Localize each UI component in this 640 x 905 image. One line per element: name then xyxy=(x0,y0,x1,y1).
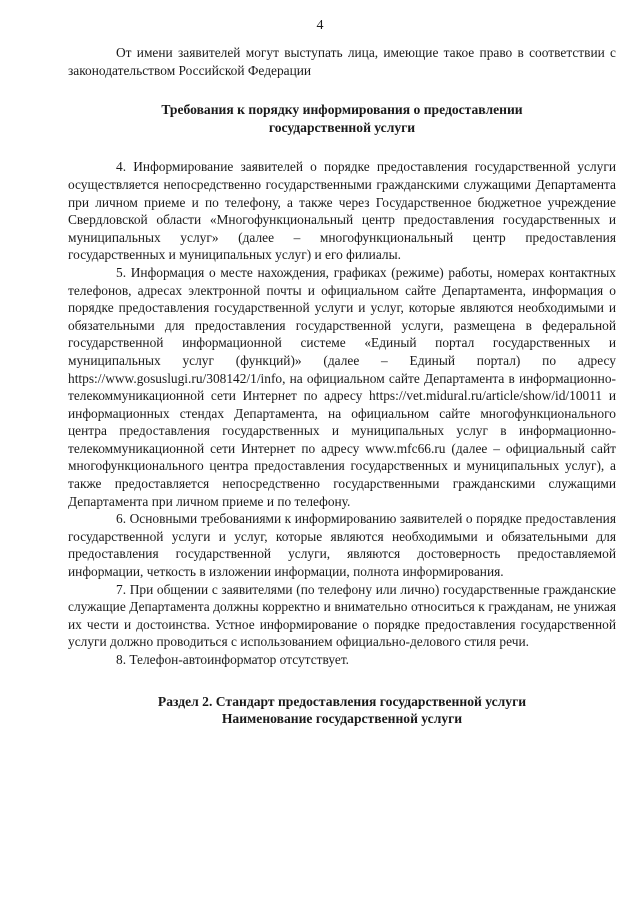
paragraph-7: 7. При общении с заявителями (по телефону или лично) государственные гражданские служащие Департамента должны корректно и внимательно относиться к гражданам, не унижая их чести и достоинства. Устное информирование о порядке предоставления государственной услуги должно проводиться с использованием официально-делового стиля речи. xyxy=(68,581,616,650)
document-body xyxy=(68,44,616,728)
section-2-heading-line-1: Раздел 2. Стандарт предоставления государственной услуги xyxy=(157,693,527,709)
paragraph-4: 4. Информирование заявителей о порядке предоставления государственной услуги осуществляется непосредственно государственными гражданскими служащими Департамента при личном приеме и по телефону, а также через Государственное бюджетное учреждение Свердловской области «Многофункциональный центр предоставления государственных и муниципальных услуг» (далее – многофункциональный центр предоставления государственных и муниципальных услуг) и его филиалы. xyxy=(68,159,616,263)
paragraph-5: 5. Информация о месте нахождения, графиках (режиме) работы, номерах контактных телефонов, адресах электронной почты и официальном сайте Департамента, информация о порядке предоставления государственной услуги и услуг, которые являются необходимыми и обязательными для предоставления государственной услуги, размещена в федеральной государственной информационной системе «Единый портал государственных и муниципальных услуг (функций)» (далее – Единый портал) по адресу https://www.gosuslugi.ru/308142/1/info, на официальном сайте Департамента в информационно-телекоммуникационной сети Интернет по адресу https://vet.midural.ru/article/show/id/10011 и информационных стендах Департамента, на официальном сайте многофункционального центра предоставления государственных и муниципальных услуг в информационно-телекоммуникационной сети Интернет по адресу www.mfc66.ru (далее – официальный сайт многофункционального центра предоставления государственных и муниципальных услуг), а также предоставляется непосредственно государственными гражданскими служащими Департамента при личном приеме и по телефону. xyxy=(68,264,616,509)
section-2-heading-line-2: Наименование государственной услуги xyxy=(221,711,463,727)
section-heading-line-1: Требования к порядку информирования о предоставлении xyxy=(161,102,523,118)
section-2-heading xyxy=(68,693,616,728)
section-heading-informing xyxy=(68,101,616,136)
paragraph-6: 6. Основными требованиями к информированию заявителей о порядке предоставления государственной услуги и услуг, которые являются необходимыми и обязательными для предоставления государственной услуги, являются достоверность предоставляемой информации, четкость в изложении информации, полнота информирования. xyxy=(68,511,616,580)
page-number: 4 xyxy=(316,18,324,33)
section-heading-line-2: государственной услуги xyxy=(268,119,416,135)
intro-paragraph: От имени заявителей могут выступать лица, имеющие такое право в соответствии с законодательством Российской Федерации xyxy=(68,45,616,78)
paragraph-8: 8. Телефон-автоинформатор отсутствует. xyxy=(116,652,350,667)
